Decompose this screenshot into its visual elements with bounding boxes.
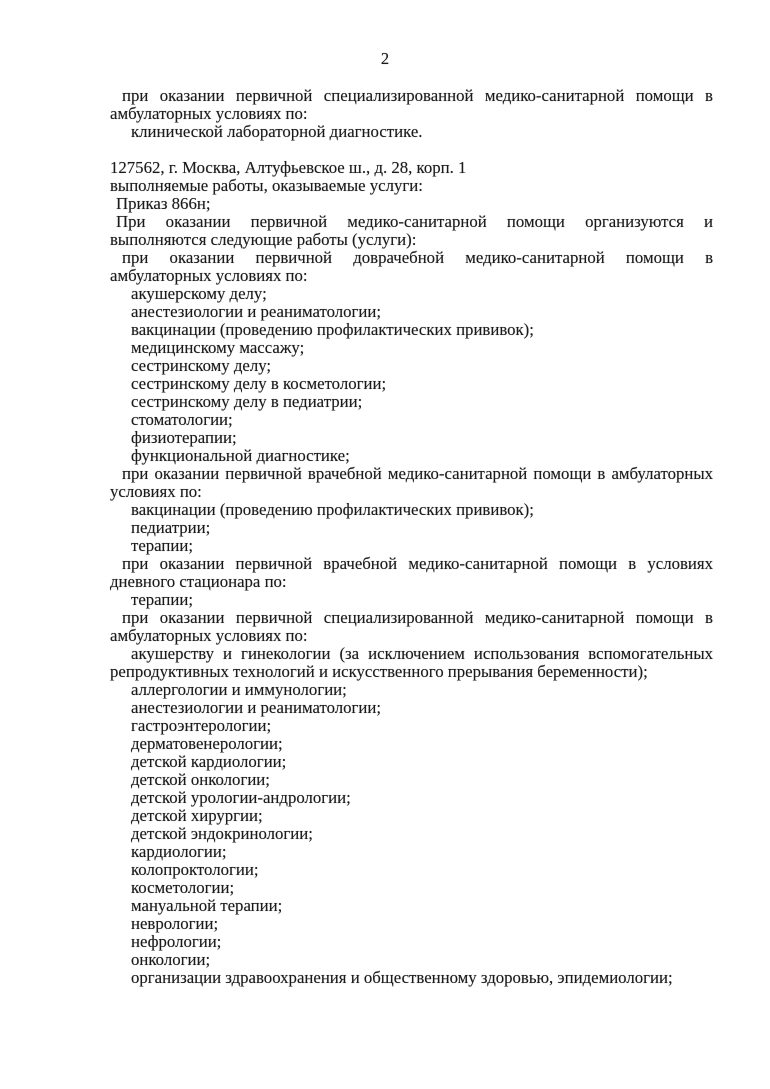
text-line: аллергологии и иммунологии; <box>131 680 347 699</box>
page-number: 2 <box>380 49 390 68</box>
text-line: при оказании первичной доврачебной медико-санитарной помощи в амбулаторных условиях по: <box>110 248 713 285</box>
text-line: детской эндокринологии; <box>131 824 313 843</box>
text-line: сестринскому делу; <box>131 356 272 375</box>
text-line: клинической лабораторной диагностике. <box>131 122 423 141</box>
text-line: сестринскому делу в педиатрии; <box>131 392 363 411</box>
text-line: нефрологии; <box>131 932 222 951</box>
text-line: сестринскому делу в косметологии; <box>131 374 387 393</box>
text-line: гастроэнтерологии; <box>131 716 272 735</box>
text-line: кардиологии; <box>131 842 227 861</box>
text-line: организации здравоохранения и общественному здоровью, эпидемиологии; <box>131 968 673 987</box>
text-line: мануальной терапии; <box>131 896 283 915</box>
text-line: анестезиологии и реаниматологии; <box>131 302 382 321</box>
text-line: при оказании первичной врачебной медико-санитарной помощи в условиях дневного стационара по: <box>110 554 713 591</box>
text-line: детской онкологии; <box>131 770 270 789</box>
text-line: выполняемые работы, оказываемые услуги: <box>110 176 423 195</box>
text-line: акушерскому делу; <box>131 284 267 303</box>
text-line: детской урологии-андрологии; <box>131 788 351 807</box>
text-line: дерматовенерологии; <box>131 734 283 753</box>
document-body <box>110 87 713 987</box>
text-line: вакцинации (проведению профилактических прививок); <box>131 320 534 339</box>
text-line: анестезиологии и реаниматологии; <box>131 698 382 717</box>
text-line: 127562, г. Москва, Алтуфьевское ш., д. 28, корп. 1 <box>110 158 467 177</box>
text-line: при оказании первичной специализированной медико-санитарной помощи в амбулаторных условиях по: <box>110 608 713 645</box>
text-line: При оказании первичной медико-санитарной помощи организуются и выполняются следующие работы (услуги): <box>110 212 713 249</box>
text-line: медицинскому массажу; <box>131 338 305 357</box>
text-line: педиатрии; <box>131 518 211 537</box>
text-line: детской хирургии; <box>131 806 263 825</box>
text-line: при оказании первичной специализированной медико-санитарной помощи в амбулаторных условиях по: <box>110 86 713 123</box>
text-line: колопроктологии; <box>131 860 259 879</box>
text-line: косметологии; <box>131 878 235 897</box>
text-line: физиотерапии; <box>131 428 237 447</box>
text-line: акушерству и гинекологии (за исключением использования вспомогательных репродуктивных технологий и искусственного прерывания беременности); <box>110 644 713 681</box>
text-line: неврологии; <box>131 914 219 933</box>
text-line: детской кардиологии; <box>131 752 287 771</box>
blank-line <box>110 141 713 159</box>
text-line: терапии; <box>131 590 194 609</box>
text-line: Приказ 866н; <box>116 194 211 213</box>
text-line: стоматологии; <box>131 410 233 429</box>
text-line: терапии; <box>131 536 194 555</box>
text-line: функциональной диагностике; <box>131 446 350 465</box>
text-line: при оказании первичной врачебной медико-санитарной помощи в амбулаторных условиях по: <box>110 464 713 501</box>
text-line: онкологии; <box>131 950 211 969</box>
text-line: вакцинации (проведению профилактических прививок); <box>131 500 534 519</box>
